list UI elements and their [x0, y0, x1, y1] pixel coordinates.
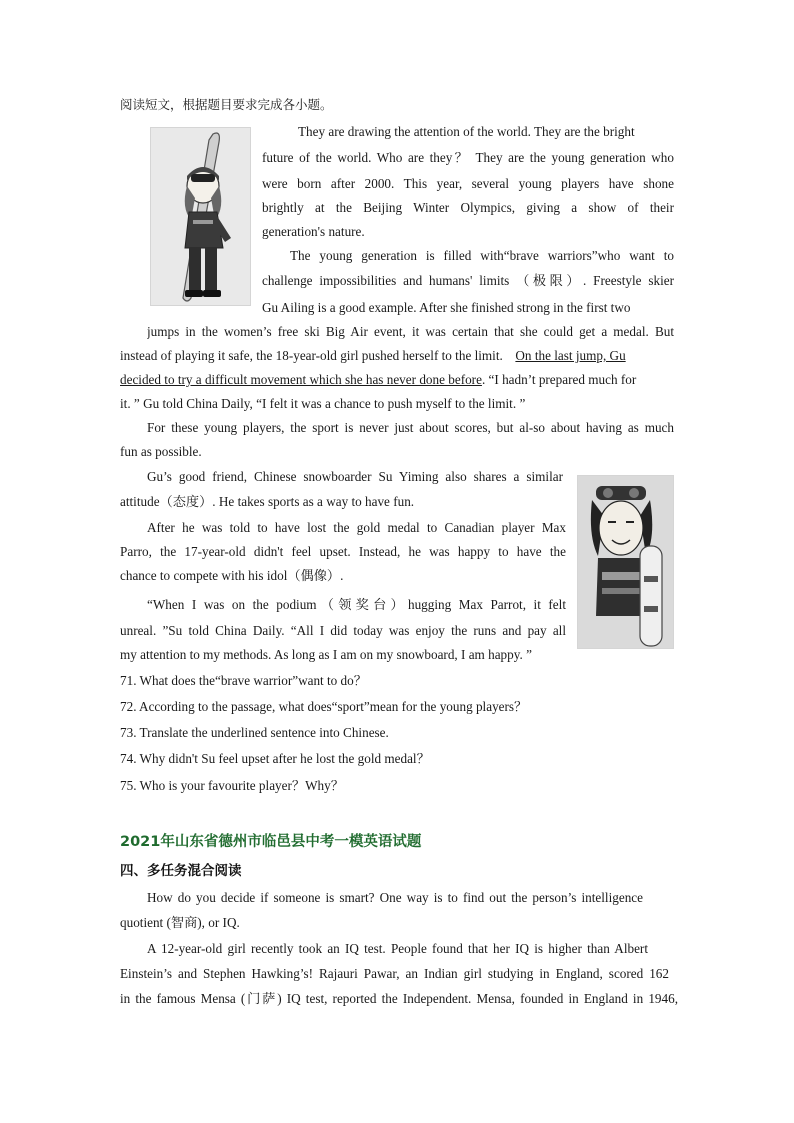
p2-line-7: it. ” Gu told China Daily, “I felt it was a chance to push myself to the limit. ” — [120, 396, 526, 411]
p2-line-5-text: instead of playing it safe, the 18-year-old girl pushed herself to the limit. — [120, 348, 503, 363]
p4-line-1: Gu’s good friend, Chinese snowboarder Su Yiming also shares a similar — [147, 469, 563, 484]
p2-2-line-3: A 12-year-old girl recently took an IQ test. People found that her IQ is higher than Albert — [147, 941, 648, 956]
p4-line-2: attitude（态度）. He takes sports as a way to have fun. — [120, 494, 415, 509]
underlined-sentence-part-1: On the last jump, Gu — [515, 348, 626, 363]
p2-2-line-4: Einstein’s and Stephen Hawking’s! Rajauri Pawar, an Indian girl studying in England, scored 162 — [120, 966, 669, 981]
p1-line-3: were born after 2000. This year, several young players have shone — [262, 176, 674, 191]
p2-line-4: jumps in the women’s free ski Big Air event, it was certain that she could get a medal. But — [147, 324, 674, 339]
p2-2-line-5: in the famous Mensa (门萨) IQ test, reported the Independent. Mensa, founded in England in 1946, — [120, 991, 678, 1006]
p6-line-1: “When I was on the podium（领奖台）hugging Max Parrot, it felt — [147, 597, 566, 612]
after-underline: . “I hadn’t prepared much for — [481, 372, 637, 387]
p2-line-3: Gu Ailing is a good example. After she finished strong in the first two — [262, 300, 631, 315]
underlined-sentence-part-2: decided to try a difficult movement which she has never done before — [120, 372, 482, 387]
p2-line-6 — [120, 371, 636, 389]
p5-line-2: Parro, the 17-year-old didn't feel upset. Instead, he was happy to have the — [120, 544, 566, 559]
question-74: 74. Why didn't Su feel upset after he lost the gold medal？ — [120, 751, 430, 766]
snowboarder-illustration — [577, 475, 674, 649]
question-75: 75. Who is your favourite player？Why？ — [120, 778, 344, 793]
p6-line-3: my attention to my methods. As long as I am on my snowboard, I am happy. ” — [120, 647, 532, 662]
p2-2-line-1: How do you decide if someone is smart? One way is to find out the person’s intelligence — [147, 890, 643, 905]
instruction: 阅读短文，根据题目要求完成各小题。 — [120, 97, 333, 112]
skier-girl-icon — [151, 128, 250, 305]
p1-line-5: generation's nature. — [262, 224, 365, 239]
skier-illustration — [150, 127, 251, 306]
p3-line-2: fun as possible. — [120, 444, 202, 459]
p1-line-2: future of the world. Who are they？ They are the young generation who — [262, 150, 674, 165]
p6-line-2: unreal. ”Su told China Daily. “All I did today was enjoy the runs and pay all — [120, 623, 566, 638]
question-73: 73. Translate the underlined sentence into Chinese. — [120, 725, 389, 740]
snowboarder-boy-icon — [578, 476, 673, 648]
p1-line-4: brightly at the Beijing Winter Olympics, giving a show of their — [262, 200, 674, 215]
p5-line-1: After he was told to have lost the gold medal to Canadian player Max — [147, 520, 566, 535]
question-71: 71. What does the“brave warrior”want to do？ — [120, 673, 367, 688]
p2-2-line-2: quotient (智商), or IQ. — [120, 915, 240, 930]
p3-line-1: For these young players, the sport is never just about scores, but al-so about having as much — [147, 420, 674, 435]
question-72: 72. According to the passage, what does“sport”mean for the young players？ — [120, 699, 528, 714]
p5-line-3: chance to compete with his idol（偶像）. — [120, 568, 344, 583]
section-title: 四、多任务混合阅读 — [120, 863, 242, 879]
p2-line-2: challenge impossibilities and humans' limits （极限）. Freestyle skier — [262, 273, 674, 288]
p2-line-1: The young generation is filled with“brave warriors”who want to — [290, 248, 674, 263]
p1-line-1: They are drawing the attention of the world. They are the bright — [298, 124, 635, 139]
exam-title: 2021年山东省德州市临邑县中考一模英语试题 — [120, 834, 422, 850]
p2-line-5 — [120, 347, 674, 365]
